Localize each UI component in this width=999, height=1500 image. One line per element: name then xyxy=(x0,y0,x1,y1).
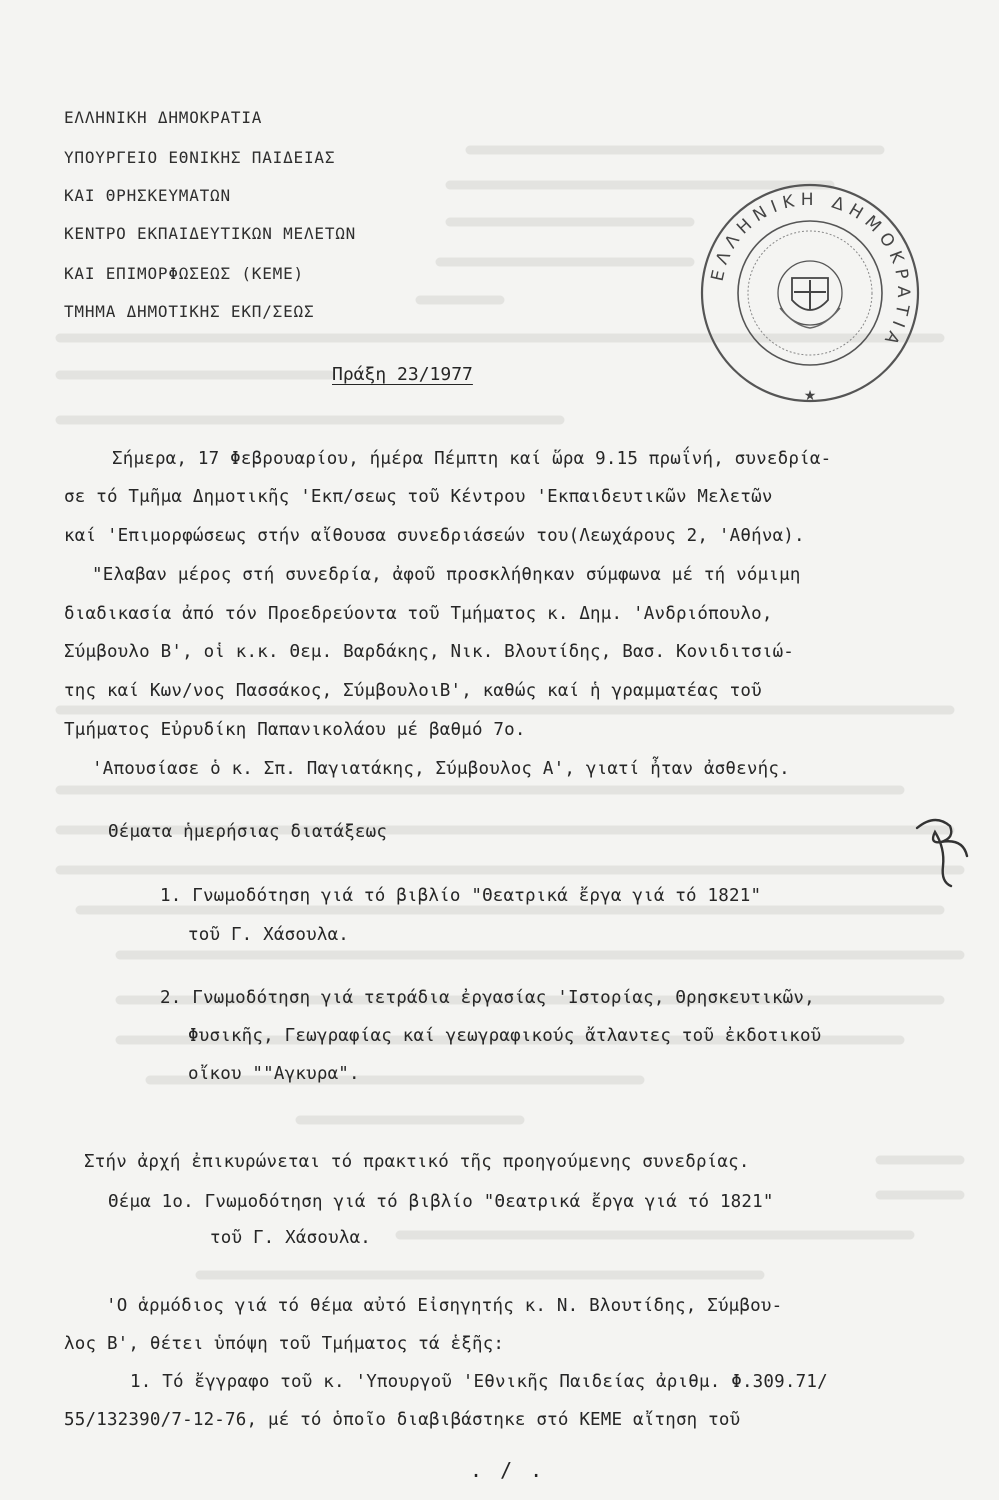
approval-line: Στήν ἀρχή ἐπικυρώνεται τό πρακτικό τῆς προηγούμενης συνεδρίας. xyxy=(84,1152,750,1172)
topic-1-line: Θέμα 1ο. Γνωμοδότηση γιά τό βιβλίο "Θεατρικά ἔργα γιά τό 1821" xyxy=(108,1192,774,1212)
body-line-4: "Ελαβαν μέρος στή συνεδρία, ἀφοῦ προσκλήθηκαν σύμφωνα μέ τή νόμιμη xyxy=(92,565,801,585)
agenda-heading: Θέματα ἡμερήσιας διατάξεως xyxy=(108,822,388,842)
body-line-7: της καί Κων/νος Πασσάκος, ΣύμβουλοιΒ', καθώς καί ἡ γραμματέας τοῦ xyxy=(64,681,762,701)
body-line-8: Τμήματος Εὐρυδίκη Παπανικολάου μέ βαθμό 7ο. xyxy=(64,720,526,740)
body-line-5: διαδικασία ἀπό τόν Προεδρεύοντα τοῦ Τμήματος κ. Δημ. 'Ανδριόπουλο, xyxy=(64,604,773,624)
body-line-1: Σήμερα, 17 Φεβρουαρίου, ήμέρα Πέμπτη καί ὥρα 9.15 πρωΐνή, συνεδρία- xyxy=(112,449,832,469)
body-line-3: καί 'Επιμορφώσεως στήν αἴθουσα συνεδριάσεών του(Λεωχάρους 2, 'Αθήνα). xyxy=(64,526,805,546)
coat-of-arms-icon xyxy=(778,261,842,328)
rapporteur-line: 'Ο ἁρμόδιος γιά τό θέμα αὐτό Εἰσηγητής κ. Ν. Βλουτίδης, Σύμβου- xyxy=(106,1296,783,1316)
topic-1-line-cont: τοῦ Γ. Χάσουλα. xyxy=(210,1228,372,1248)
svg-text:★: ★ xyxy=(803,388,817,404)
body-line-2: σε τό Τμῆμα Δημοτικῆς 'Εκπ/σεως τοῦ Κέντρου 'Εκπαιδευτικῶν Μελετῶν xyxy=(64,487,773,507)
body-line-6: Σύμβουλο Β', οἱ κ.κ. Θεμ. Βαρδάκης, Νικ. Βλουτίδης, Βασ. Κονιδιτσιώ- xyxy=(64,642,795,662)
header-line-1: ΕΛΛΗΝΙΚΗ ΔΗΜΟΚΡΑΤΙΑ xyxy=(64,108,263,127)
body-line-9: 'Απουσίασε ὁ κ. Σπ. Παγιατάκης, Σύμβουλος Α', γιατί ἦταν ἀσθενής. xyxy=(92,759,790,779)
rapporteur-line-cont: λος Β', θέτει ὑπόψη τοῦ Τμήματος τά ἑξῆς: xyxy=(64,1334,505,1354)
agenda-item-2: 2. Γνωμοδότηση γιά τετράδια ἐργασίας 'Ιστορίας, Θρησκευτικῶν, xyxy=(160,988,815,1008)
point-1-line-cont: 55/132390/7-12-76, μέ τό ὁποῖο διαβιβάστηκε στό ΚΕΜΕ αἴτηση τοῦ xyxy=(64,1410,741,1430)
header-line-5: ΚΑΙ ΕΠΙΜΟΡΦΩΣΕΩΣ (ΚΕΜΕ) xyxy=(64,264,304,283)
header-line-3: ΚΑΙ ΘΡΗΣΚΕΥΜΑΤΩΝ xyxy=(64,186,231,205)
agenda-item-2-cont: Φυσικῆς, Γεωγραφίας καί γεωγραφικούς ἄτλαντες τοῦ ἐκδοτικοῦ xyxy=(188,1026,822,1046)
agenda-item-1: 1. Γνωμοδότηση γιά τό βιβλίο "Θεατρικά ἔργα γιά τό 1821" xyxy=(160,886,762,906)
agenda-item-2-cont-2: οἴκου ""Αγκυρα". xyxy=(188,1064,360,1084)
act-title: Πράξη 23/1977 xyxy=(332,364,473,385)
continuation-mark: . / . xyxy=(470,1458,546,1482)
header-line-2: ΥΠΟΥΡΓΕΙΟ ΕΘΝΙΚΗΣ ΠΑΙΔΕΙΑΣ xyxy=(64,148,336,167)
signature-mark xyxy=(905,808,975,888)
seal-text: ΕΛΛΗΝΙΚΗ ΔΗΜΟΚΡΑΤΙΑ xyxy=(707,189,914,353)
point-1-line: 1. Τό ἔγγραφο τοῦ κ. 'Υπουργοῦ 'Εθνικῆς Παιδείας ἀριθμ. Φ.309.71/ xyxy=(130,1372,828,1392)
header-line-4: ΚΕΝΤΡΟ ΕΚΠΑΙΔΕΥΤΙΚΩΝ ΜΕΛΕΤΩΝ xyxy=(64,224,357,243)
header-line-6: ΤΜΗΜΑ ΔΗΜΟΤΙΚΗΣ ΕΚΠ/ΣΕΩΣ xyxy=(64,302,315,321)
official-seal xyxy=(695,178,925,408)
agenda-item-1-cont: τοῦ Γ. Χάσουλα. xyxy=(188,925,350,945)
